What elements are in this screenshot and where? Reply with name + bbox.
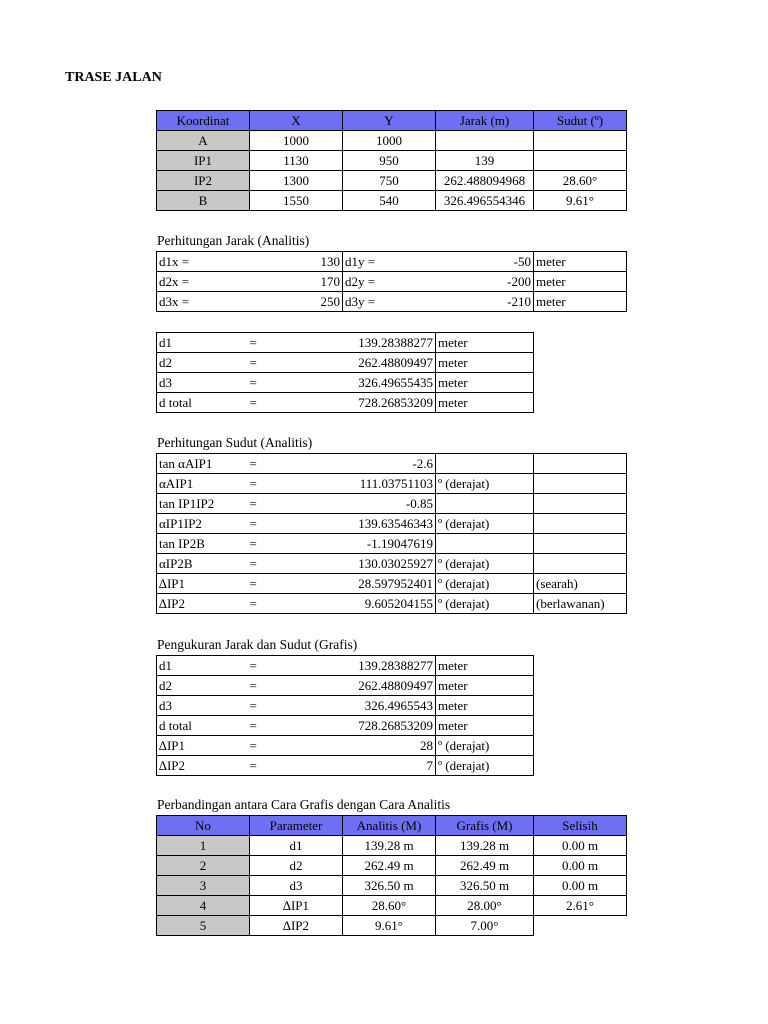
value-cell: 728.26853209 <box>343 393 436 413</box>
label-cell: tan IP1IP2 <box>157 494 250 514</box>
value-cell: 130.03025927 <box>343 554 436 574</box>
header-cell: Grafis (M) <box>436 816 534 836</box>
table-row <box>157 131 627 151</box>
no-cell: 1 <box>157 836 250 856</box>
label-cell: d1y = <box>343 252 436 272</box>
selisih-cell: 0.00 m <box>534 876 627 896</box>
value-cell: 139.28388277 <box>343 656 436 676</box>
sudut-analitis-caption: Perhitungan Sudut (Analitis) <box>157 435 313 450</box>
value-cell: 139.63546343 <box>343 514 436 534</box>
value-cell: -200 <box>436 272 534 292</box>
y-cell: 950 <box>343 151 436 171</box>
table-row <box>157 716 534 736</box>
unit-cell <box>436 454 534 474</box>
unit-cell: meter <box>436 333 534 353</box>
sudut-analitis-table <box>156 453 627 614</box>
no-cell: 3 <box>157 876 250 896</box>
table-row <box>157 171 627 191</box>
note-cell <box>534 474 627 494</box>
analitis-cell: 139.28 m <box>343 836 436 856</box>
table-row <box>157 574 627 594</box>
x-cell: 1300 <box>250 171 343 191</box>
table-row <box>157 554 627 574</box>
value-cell: 130 <box>250 252 343 272</box>
header-cell: Selisih <box>534 816 627 836</box>
jarak-analitis-caption: Perhitungan Jarak (Analitis) <box>157 233 310 248</box>
no-cell: 5 <box>157 916 250 936</box>
value-cell: 139.28388277 <box>343 333 436 353</box>
unit-cell: º (derajat) <box>436 736 534 756</box>
equals-cell: = <box>250 454 343 474</box>
table-row <box>157 454 627 474</box>
jarak-cell: 326.496554346 <box>436 191 534 211</box>
label-cell: d total <box>157 393 250 413</box>
label-cell: αIP1IP2 <box>157 514 250 534</box>
y-cell: 1000 <box>343 131 436 151</box>
equals-cell: = <box>250 333 343 353</box>
table-row <box>157 353 534 373</box>
table-row <box>157 836 627 856</box>
table-row <box>157 594 627 614</box>
parameter-cell: ∆IP1 <box>250 896 343 916</box>
unit-cell: meter <box>436 656 534 676</box>
jarak-cell: 262.488094968 <box>436 171 534 191</box>
table-row <box>157 333 534 353</box>
analitis-cell: 9.61° <box>343 916 436 936</box>
equals-cell: = <box>250 393 343 413</box>
analitis-cell: 326.50 m <box>343 876 436 896</box>
jarak-cell: 139 <box>436 151 534 171</box>
unit-cell: º (derajat) <box>436 756 534 776</box>
header-cell: Analitis (M) <box>343 816 436 836</box>
label-cell: d3x = <box>157 292 250 312</box>
label-cell: tan IP2B <box>157 534 250 554</box>
jarak-hasil-table <box>156 332 534 413</box>
label-cell: d2 <box>157 353 250 373</box>
unit-cell: º (derajat) <box>436 554 534 574</box>
value-cell: -2.6 <box>343 454 436 474</box>
value-cell: 250 <box>250 292 343 312</box>
jarak-analitis-table <box>156 251 627 312</box>
unit-cell: meter <box>534 252 627 272</box>
note-cell <box>534 454 627 474</box>
label-cell: αAIP1 <box>157 474 250 494</box>
note-cell <box>534 534 627 554</box>
parameter-cell: d2 <box>250 856 343 876</box>
perbandingan-caption: Perbandingan antara Cara Grafis dengan Cara Analitis <box>157 797 451 812</box>
selisih-cell <box>534 916 627 936</box>
value-cell: -1.19047619 <box>343 534 436 554</box>
grafis-cell: 139.28 m <box>436 836 534 856</box>
value-cell: 326.49655435 <box>343 373 436 393</box>
koordinat-header-row <box>157 111 627 131</box>
grafis-cell: 7.00° <box>436 916 534 936</box>
equals-cell: = <box>250 656 343 676</box>
value-cell: 262.48809497 <box>343 353 436 373</box>
note-cell: (searah) <box>534 574 627 594</box>
label-cell: ∆IP1 <box>157 574 250 594</box>
table-row <box>157 896 627 916</box>
equals-cell: = <box>250 696 343 716</box>
table-row <box>157 494 627 514</box>
unit-cell <box>436 534 534 554</box>
unit-cell: º (derajat) <box>436 474 534 494</box>
value-cell: 170 <box>250 272 343 292</box>
table-row <box>157 676 534 696</box>
no-cell: 2 <box>157 856 250 876</box>
selisih-cell: 2.61° <box>534 896 627 916</box>
table-row <box>157 474 627 494</box>
x-cell: 1550 <box>250 191 343 211</box>
table-row <box>157 514 627 534</box>
grafis-cell: 28.00° <box>436 896 534 916</box>
point-cell: B <box>157 191 250 211</box>
parameter-cell: ∆IP2 <box>250 916 343 936</box>
value-cell: 7 <box>343 756 436 776</box>
header-cell: Parameter <box>250 816 343 836</box>
equals-cell: = <box>250 574 343 594</box>
header-cell: X <box>250 111 343 131</box>
table-row <box>157 151 627 171</box>
label-cell: ∆IP2 <box>157 594 250 614</box>
table-row <box>157 916 627 936</box>
document-title: TRASE JALAN <box>65 70 162 85</box>
unit-cell: meter <box>436 353 534 373</box>
equals-cell: = <box>250 676 343 696</box>
table-row <box>157 736 534 756</box>
label-cell: tan αAIP1 <box>157 454 250 474</box>
value-cell: 28.597952401 <box>343 574 436 594</box>
label-cell: ∆IP2 <box>157 756 250 776</box>
table-row <box>157 876 627 896</box>
equals-cell: = <box>250 514 343 534</box>
label-cell: d3 <box>157 696 250 716</box>
header-cell: No <box>157 816 250 836</box>
label-cell: d1 <box>157 333 250 353</box>
label-cell: d total <box>157 716 250 736</box>
label-cell: d2 <box>157 676 250 696</box>
unit-cell <box>436 494 534 514</box>
table-row <box>157 856 627 876</box>
value-cell: 9.605204155 <box>343 594 436 614</box>
table-row <box>157 191 627 211</box>
note-cell <box>534 554 627 574</box>
equals-cell: = <box>250 736 343 756</box>
note-cell: (berlawanan) <box>534 594 627 614</box>
equals-cell: = <box>250 554 343 574</box>
x-cell: 1130 <box>250 151 343 171</box>
unit-cell: º (derajat) <box>436 514 534 534</box>
unit-cell: meter <box>534 272 627 292</box>
point-cell: A <box>157 131 250 151</box>
equals-cell: = <box>250 594 343 614</box>
label-cell: d2y = <box>343 272 436 292</box>
value-cell: 728.26853209 <box>343 716 436 736</box>
point-cell: IP1 <box>157 151 250 171</box>
x-cell: 1000 <box>250 131 343 151</box>
label-cell: d1x = <box>157 252 250 272</box>
unit-cell: meter <box>436 696 534 716</box>
analitis-cell: 262.49 m <box>343 856 436 876</box>
note-cell <box>534 514 627 534</box>
point-cell: IP2 <box>157 171 250 191</box>
sudut-cell <box>534 131 627 151</box>
label-cell: ∆IP1 <box>157 736 250 756</box>
equals-cell: = <box>250 353 343 373</box>
grafis-cell: 326.50 m <box>436 876 534 896</box>
header-cell: Y <box>343 111 436 131</box>
table-row <box>157 534 627 554</box>
value-cell: 262.48809497 <box>343 676 436 696</box>
label-cell: αIP2B <box>157 554 250 574</box>
table-row <box>157 373 534 393</box>
note-cell <box>534 494 627 514</box>
table-row <box>157 252 627 272</box>
table-row <box>157 292 627 312</box>
selisih-cell: 0.00 m <box>534 856 627 876</box>
parameter-cell: d1 <box>250 836 343 856</box>
sudut-cell: 9.61° <box>534 191 627 211</box>
unit-cell: meter <box>436 716 534 736</box>
value-cell: -0.85 <box>343 494 436 514</box>
jarak-cell <box>436 131 534 151</box>
equals-cell: = <box>250 494 343 514</box>
koordinat-table <box>156 110 627 211</box>
unit-cell: º (derajat) <box>436 594 534 614</box>
unit-cell: meter <box>436 393 534 413</box>
sudut-cell <box>534 151 627 171</box>
value-cell: 111.03751103 <box>343 474 436 494</box>
label-cell: d1 <box>157 656 250 676</box>
analitis-cell: 28.60° <box>343 896 436 916</box>
unit-cell: meter <box>534 292 627 312</box>
equals-cell: = <box>250 534 343 554</box>
selisih-cell: 0.00 m <box>534 836 627 856</box>
equals-cell: = <box>250 474 343 494</box>
unit-cell: meter <box>436 373 534 393</box>
value-cell: 28 <box>343 736 436 756</box>
parameter-cell: d3 <box>250 876 343 896</box>
grafis-table <box>156 655 534 776</box>
y-cell: 540 <box>343 191 436 211</box>
header-cell: Koordinat <box>157 111 250 131</box>
table-row <box>157 272 627 292</box>
label-cell: d3 <box>157 373 250 393</box>
header-cell: Jarak (m) <box>436 111 534 131</box>
unit-cell: meter <box>436 676 534 696</box>
unit-cell: º (derajat) <box>436 574 534 594</box>
sudut-cell: 28.60° <box>534 171 627 191</box>
equals-cell: = <box>250 373 343 393</box>
y-cell: 750 <box>343 171 436 191</box>
table-row <box>157 756 534 776</box>
equals-cell: = <box>250 756 343 776</box>
value-cell: 326.4965543 <box>343 696 436 716</box>
grafis-caption: Pengukuran Jarak dan Sudut (Grafis) <box>157 637 358 652</box>
table-row <box>157 393 534 413</box>
value-cell: -50 <box>436 252 534 272</box>
grafis-cell: 262.49 m <box>436 856 534 876</box>
label-cell: d2x = <box>157 272 250 292</box>
label-cell: d3y = <box>343 292 436 312</box>
perbandingan-table <box>156 815 627 936</box>
value-cell: -210 <box>436 292 534 312</box>
equals-cell: = <box>250 716 343 736</box>
table-row <box>157 656 534 676</box>
perbandingan-header-row <box>157 816 627 836</box>
no-cell: 4 <box>157 896 250 916</box>
header-cell: Sudut (º) <box>534 111 627 131</box>
table-row <box>157 696 534 716</box>
